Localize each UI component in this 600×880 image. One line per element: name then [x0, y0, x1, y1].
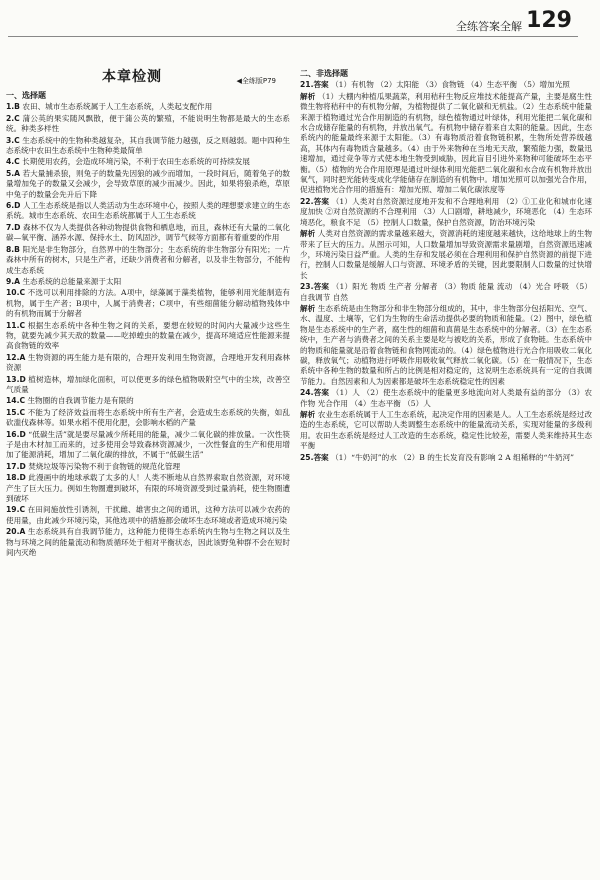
answer-item — [6, 408, 290, 429]
answer-item — [6, 396, 290, 406]
answer-item — [6, 169, 290, 200]
answer-text: （1）大棚内种植瓜果蔬菜，利用秸秆生物反应堆技术能提高产量，主要是腐生性微生物将秸秆中的有机物分解，为植物提供了二氧化碳和无机盐。（2）生态系统中能量来源于植物通过光合作用制造的有机物，绿色植物通过叶绿体，利用光能把二氧化碳和水合成储存能量的有机物，并放出氧气。有机物中储存着来自太阳的能量。因此，生态系统内的能量最终来源于太阳能。（3）有毒物质沿着食物链积累，生物所处营养级越高，其体内有毒物质含量越多。（4）由于外来物种在当地无天敌，繁殖能力强，数量迅速增加，通过竞争等方式使本地生物受到威胁，因此盲目引进外来物种可能破坏生态平衡。（5）植物的光合作用原理是通过叶绿体利用光能把二氧化碳和水合成有机物并放出氧气，同时把光能转变成化学能储存在制造的有机物中。增加光照可以加强光合作用，促进植物光合作用的措施有：增加光照、增加二氧化碳浓度等 — [300, 91, 592, 195]
answer-number: 5.A — [6, 168, 21, 178]
answer-item — [300, 92, 592, 196]
header-title: 全练答案全解 — [456, 20, 522, 33]
answer-item — [6, 321, 290, 352]
answer-text: 生态系统中的生物种类越复杂，其自我调节能力越强，反之则越弱。题中四种生态系统中农田生态系统中生物种类最简单 — [6, 135, 290, 156]
answer-text: 生态系统是由生物部分和非生物部分组成的，其中，非生物部分包括阳光、空气、水、温度、土壤等，它们为生物的生命活动提供必要的物质和能量。（2）图中，绿色植物是生态系统中的生产者，腐生性的细菌和真菌是生态系统中的分解者。（3）在生态系统中，生产者与消费者之间的关系主要是吃与被吃的关系，形成了食物链。生态系统中的物质和能量就是沿着食物链和食物网流动的。（4）绿色植物进行光合作用吸收二氧化碳，释放氧气；动植物进行呼吸作用吸收氧气释放二氧化碳。（5）在一般情况下，生态系统中各种生物的数量和所占的比例是相对稳定的，这说明生态系统具有一定的自我调节能力。自然因素和人为因素都是破坏生态系统稳定性的因素 — [300, 303, 593, 386]
answer-item — [6, 527, 290, 558]
answer-text: 此漫画中的地球承载了太多的人！人类不断地从自然界索取自然资源，对环境产生了巨大压力。例如生物圈遭到破坏，有限的环境资源受到过量消耗，使生物圈遭到破坏 — [6, 473, 290, 504]
answer-text: 不能为了经济效益而将生态系统中所有生产者，会造成生态系统的失衡，如乱砍滥伐森林等。如果水稻不使用化肥，会影响水稻的产量 — [6, 407, 290, 428]
answer-number: 18.D — [6, 473, 26, 483]
answer-item — [300, 80, 592, 90]
answer-text: 生物资源的再生能力是有限的，合理开发利用生物资源，合理地开发利用森林资源 — [6, 352, 291, 373]
answer-number: 16.D — [6, 429, 26, 439]
answer-number: 9.A — [6, 276, 21, 286]
answer-number: 11.C — [6, 320, 26, 330]
answer-item — [6, 430, 290, 461]
answer-text: 根据生态系统中各种生物之间的关系，要想在较短的时间内大量减少这些生物，就要先减少其天敌的数量——吃掉蝗虫的数量在减少，提高环境适应性能源来提高食物链的效率 — [6, 320, 290, 351]
answer-item — [6, 245, 290, 276]
answer-item — [300, 304, 592, 387]
answer-item — [6, 102, 290, 112]
answer-item — [6, 201, 290, 222]
answer-text: 蒲公英的果实随风飘散，便于蒲公英的繁殖，不能说明生物都是最大的生态系统。种类多样性 — [6, 113, 290, 134]
answer-item — [300, 388, 592, 409]
answer-text: 长期使用农药，会造成环境污染，不利于农田生态系统的可持续发展 — [22, 157, 250, 167]
answer-number: 2.C — [6, 113, 20, 123]
answer-number: 17.D — [6, 461, 26, 471]
answer-text: 生态系统具有自我调节能力，这种能力使得生态系统内生物与生物之间以及生物与环境之间的能量流动和物质循环处于相对平衡状态，因此该野兔种群不会在短时间内灭绝 — [6, 527, 291, 558]
section-heading: 二、非选择题 — [300, 69, 348, 78]
answer-number: 14.C — [6, 396, 26, 406]
answer-item — [6, 277, 290, 287]
answer-text: 生态系统的总能量来源于太阳 — [22, 276, 122, 286]
answer-text: 不选可以利用排除的方法。A项中，绿藻属于藻类植物，能够利用光能制造有机物，属于生产者；B项中，人属于消费者；C项中，有些细菌能分解动植物残体中的有机物而属于分解者 — [6, 288, 290, 319]
answer-number: 3.C — [6, 135, 20, 145]
question-number: 24. — [300, 388, 314, 398]
answer-item — [6, 157, 290, 167]
answer-number: 1.B — [6, 102, 20, 112]
answer-item — [6, 114, 290, 135]
answer-item — [6, 375, 290, 396]
chapter-title: 本章检测 — [102, 69, 162, 85]
answer-item — [300, 197, 592, 228]
answer-number: 19.C — [6, 505, 26, 515]
answer-text: （1）阳光 物质 生产者 分解者 （3）物质 能量 流动 （4）光合 呼吸 （5）自我调节 自然 — [300, 282, 593, 302]
answer-number: 20.A — [6, 527, 26, 537]
answer-item — [6, 505, 290, 526]
question-number: 22. — [300, 196, 314, 206]
answer-text: （1）“牛奶河”的水 （2）B 的生长发育没有影响 2 A 组稀释的“牛奶河” — [331, 452, 575, 462]
explanation-label: 解析 — [300, 229, 316, 239]
question-number: 23. — [300, 282, 314, 292]
answer-number: 12.A — [6, 352, 26, 362]
page-header — [0, 0, 600, 46]
answer-label: 答案 — [313, 282, 330, 292]
answer-number: 15.C — [6, 407, 26, 417]
answer-text: 焚烧垃圾等污染物不利于食物链的规范化管理 — [28, 461, 181, 471]
answer-label: 答案 — [313, 196, 330, 206]
answer-number: 10.C — [6, 288, 26, 298]
answer-text: 人工生态系统是指以人类活动为生态环境中心，按照人类的理想要求建立的生态系统。城市生态系统、农田生态系统都属于人工生态系统 — [6, 201, 290, 221]
answer-text: （1）有机物 （2）太阳能 （3）食物链 （4）生态平衡 （5）增加光照 — [331, 80, 570, 90]
explanation-label: 解析 — [300, 303, 316, 313]
answer-number: 7.D — [6, 222, 21, 232]
right-column — [300, 68, 592, 464]
page-number: 129 — [526, 8, 572, 33]
answer-text: 森林不仅为人类提供各种动物提供食物和栖息地，而且，森林还有大量的二氧化碳—氧平衡、涵养水源、保持水土、防风固沙，调节气候等方面都有着重要的作用 — [6, 222, 290, 243]
section-heading: 一、选择题 — [6, 91, 46, 100]
header-rule — [8, 36, 578, 37]
answer-text: （1）人类对自然资源过度地开发和不合理地利用 （2）①工业化和城市化速度加快 ②对自然资源的不合理利用 （3）人口剧增，耕地减少，环境恶化 （4）生态环境恶化，粮食不足 （5）控制人口数量，保护自然资源，防治环境污染 — [300, 196, 593, 227]
answer-label: 答案 — [313, 452, 329, 462]
answer-item — [300, 282, 592, 303]
answer-text: 植树造林，增加绿化面积，可以使更多的绿色植物吸附空气中的尘埃，改善空气质量 — [6, 374, 290, 394]
question-number: 21. — [300, 80, 314, 90]
answer-item — [300, 410, 592, 452]
answer-text: （1）人 （2）使生态系统中的能量更多地流向对人类最有益的部分 （3）农作物 光合作用 （4）生态平衡 （5）人 — [300, 388, 592, 408]
answer-item — [6, 462, 290, 472]
answer-label: 答案 — [313, 388, 330, 398]
answer-item — [6, 223, 290, 244]
answer-number: 8.B — [6, 244, 20, 254]
answer-label: 答案 — [313, 80, 329, 90]
answer-text: 农业生态系统属于人工生态系统，起决定作用的因素是人。人工生态系统是经过改造的生态系统，它可以帮助人类调整生态系统中的能量流动关系，实现对能量的多级利用。农田生态系统是经过人工改造的生态系统，稳定性比较差，需要人类来维持其生态平衡 — [300, 410, 593, 451]
chapter-heading — [6, 68, 290, 90]
left-column — [6, 68, 290, 559]
answer-text: 阳光是非生物部分，自然界中的生物部分；生态系统的非生物部分有阳光；一片森林中所有的树木，只是生产者，还缺少消费者和分解者，以及非生物部分，不能构成生态系统 — [6, 244, 290, 275]
answer-text: 农田、城市生态系统属于人工生态系统，人类起支配作用 — [22, 102, 213, 112]
answer-item — [6, 288, 290, 319]
answer-item — [300, 453, 592, 463]
answer-item — [6, 353, 290, 374]
answer-text: “低碳生活”就是要尽量减少所耗用的能量，减少二氧化碳的排放量。一次性筷子是由木材加工而来的，过多使用会导致森林资源减少，一次性餐盒的生产和使用增加了能源消耗，增加了二氧化碳的排放，不属于“低碳生活” — [6, 429, 290, 460]
answer-text: 在田间施放性引诱剂，干扰雌、雄害虫之间的通讯，这种方法可以减少农药的使用量，由此减少环境污染，其他选项中的措施都会破坏生态环境或者造成环境污染 — [6, 505, 290, 525]
answer-number: 6.D — [6, 201, 21, 211]
answer-item — [6, 136, 290, 157]
answer-number: 13.D — [6, 374, 26, 384]
answer-item — [300, 229, 592, 281]
answer-item — [6, 473, 290, 504]
answer-text: 若大量捕杀狼，则兔子的数量先因狼的减少而增加，一段时间后，随着兔子的数量增加兔子的数量又会减少，会导致草原的减少而减少。因此，如果将狼杀绝，草原中兔子的数量会先升后下降 — [6, 168, 290, 199]
explanation-label: 解析 — [300, 410, 316, 419]
question-number: 25. — [300, 452, 314, 462]
chapter-page-ref: ◀全练版P79 — [236, 77, 276, 85]
answer-text: 人类对自然资源的需求量越来越大，资源消耗的速度越来越快，这给地球上的生物带来了巨大的压力。从图示可知，人口数量增加导致资源需求量剧增，自然资源迅速减少，环境污染日益严重。人类的生存和发展必须在合理利用和保护自然资源的前提下进行，控制人口数量是缓解人口与资源、环境矛盾的关键，因此要限制人口数量的过快增长 — [300, 229, 593, 280]
answer-text: 生物圈的自我调节能力是有限的 — [27, 396, 134, 406]
answer-number: 4.C — [6, 157, 20, 167]
explanation-label: 解析 — [300, 91, 316, 101]
